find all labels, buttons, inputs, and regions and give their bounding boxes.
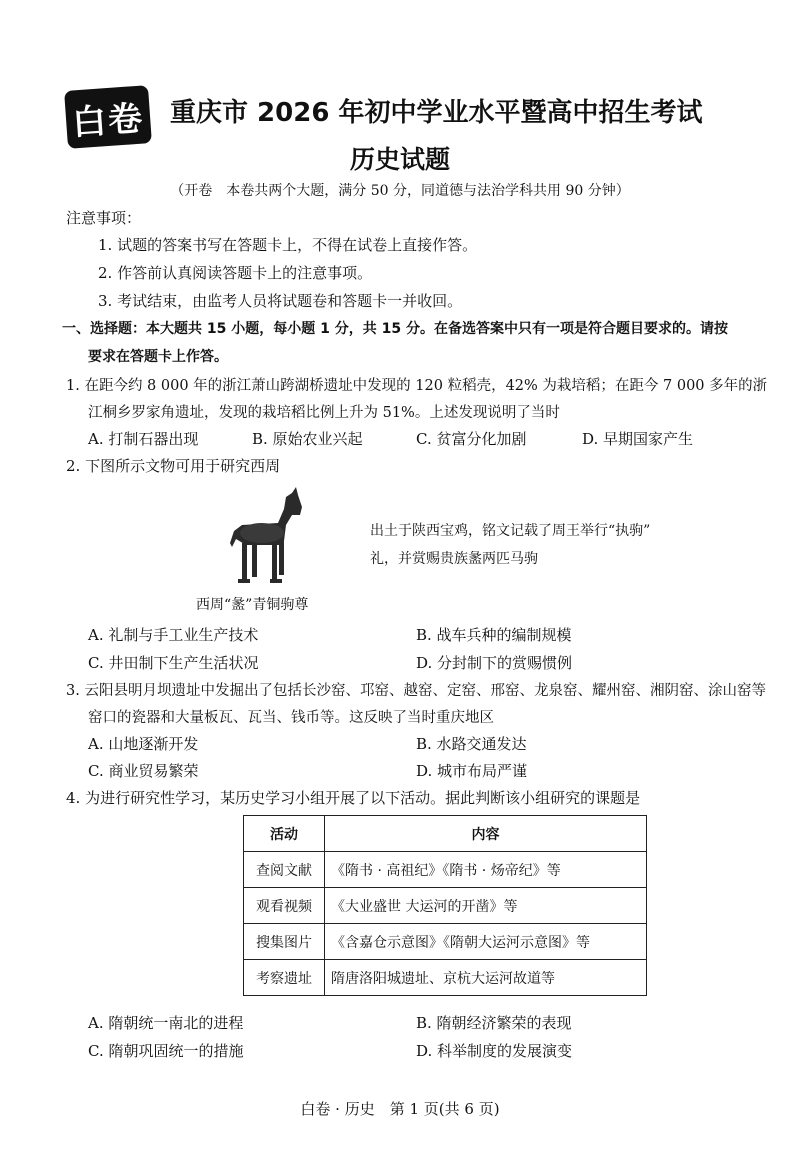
artifact-caption: 西周“盠”青铜驹尊 xyxy=(196,597,309,613)
exam-title: 重庆市 2026 年初中学业水平暨高中招生考试 xyxy=(170,98,703,128)
question-4-option-c: C. 隋朝巩固统一的措施 xyxy=(88,1042,244,1060)
question-1-option-d: D. 早期国家产生 xyxy=(582,430,694,448)
question-4-option-b: B. 隋朝经济繁荣的表现 xyxy=(416,1014,572,1032)
question-4-option-a: A. 隋朝统一南北的进程 xyxy=(88,1014,244,1032)
question-1-option-b: B. 原始农业兴起 xyxy=(252,430,363,448)
exam-badge: 白卷 xyxy=(64,85,152,149)
table-header-row xyxy=(244,816,647,852)
bronze-horse-icon xyxy=(222,485,308,585)
artifact-description: 出土于陕西宝鸡，铭文记载了周王举行“执驹” xyxy=(370,523,651,539)
question-3-option-d: D. 城市布局严谨 xyxy=(416,762,528,780)
section-heading-cont: 要求在答题卡上作答。 xyxy=(88,349,228,365)
page-footer: 白卷 · 历史 第 1 页(共 6 页) xyxy=(300,1100,500,1118)
table-cell: 隋唐洛阳城遗址、京杭大运河故道等 xyxy=(325,960,647,996)
exam-note: （开卷 本卷共两个大题，满分 50 分，同道德与法治学科共用 90 分钟） xyxy=(170,183,630,199)
question-3-text: 窑口的瓷器和大量板瓦、瓦当、钱币等。这反映了当时重庆地区 xyxy=(88,710,494,726)
table-cell: 《隋书 · 高祖纪》《隋书 · 炀帝纪》等 xyxy=(325,852,647,888)
question-1-option-a: A. 打制石器出现 xyxy=(88,430,199,448)
table-cell: 查阅文献 xyxy=(244,852,325,888)
table-header: 内容 xyxy=(325,816,647,852)
table-cell: 考察遗址 xyxy=(244,960,325,996)
table-header: 活动 xyxy=(244,816,325,852)
table-row xyxy=(244,960,647,996)
table-row xyxy=(244,852,647,888)
question-3-option-a: A. 山地逐渐开发 xyxy=(88,735,199,753)
question-3-option-c: C. 商业贸易繁荣 xyxy=(88,762,199,780)
question-3-option-b: B. 水路交通发达 xyxy=(416,735,527,753)
table-row xyxy=(244,924,647,960)
table-cell: 《含嘉仓示意图》《隋朝大运河示意图》等 xyxy=(325,924,647,960)
question-2-option-c: C. 井田制下生产生活状况 xyxy=(88,654,259,672)
notice-item: 3. 考试结束，由监考人员将试题卷和答题卡一并收回。 xyxy=(98,292,463,310)
question-2-text: 2. 下图所示文物可用于研究西周 xyxy=(66,457,281,475)
question-2-option-d: D. 分封制下的赏赐惯例 xyxy=(416,654,573,672)
activity-table xyxy=(243,815,647,996)
question-3-text: 3. 云阳县明月坝遗址中发掘出了包括长沙窑、邛窑、越窑、定窑、邢窑、龙泉窑、耀州窑、湘阴窑、涂山窑等 xyxy=(66,683,766,699)
table-cell: 观看视频 xyxy=(244,888,325,924)
question-2-option-a: A. 礼制与手工业生产技术 xyxy=(88,626,259,644)
exam-subtitle: 历史试题 xyxy=(349,145,450,174)
question-1-text: 1. 在距今约 8 000 年的浙江萧山跨湖桥遗址中发现的 120 粒稻壳，42% 为栽培稻；在距今 7 000 多年的浙 xyxy=(66,378,768,394)
question-4-option-d: D. 科举制度的发展演变 xyxy=(416,1042,573,1060)
table-cell: 搜集图片 xyxy=(244,924,325,960)
question-2-option-b: B. 战车兵种的编制规模 xyxy=(416,626,572,644)
question-4-text: 4. 为进行研究性学习，某历史学习小组开展了以下活动。据此判断该小组研究的课题是 xyxy=(66,789,641,807)
question-1-text: 江桐乡罗家角遗址，发现的栽培稻比例上升为 51%。上述发现说明了当时 xyxy=(88,405,560,421)
question-1-option-c: C. 贫富分化加剧 xyxy=(416,430,527,448)
section-heading: 一、选择题：本大题共 15 小题，每小题 1 分，共 15 分。在备选答案中只有一项是符合题目要求的。请按 xyxy=(62,321,728,337)
notice-item: 2. 作答前认真阅读答题卡上的注意事项。 xyxy=(98,264,373,282)
notices-heading: 注意事项： xyxy=(66,209,142,227)
artifact-description: 礼，并赏赐贵族盠两匹马驹 xyxy=(370,551,538,567)
notice-item: 1. 试题的答案书写在答题卡上，不得在试卷上直接作答。 xyxy=(98,236,478,254)
table-row xyxy=(244,888,647,924)
table-cell: 《大业盛世 大运河的开凿》等 xyxy=(325,888,647,924)
